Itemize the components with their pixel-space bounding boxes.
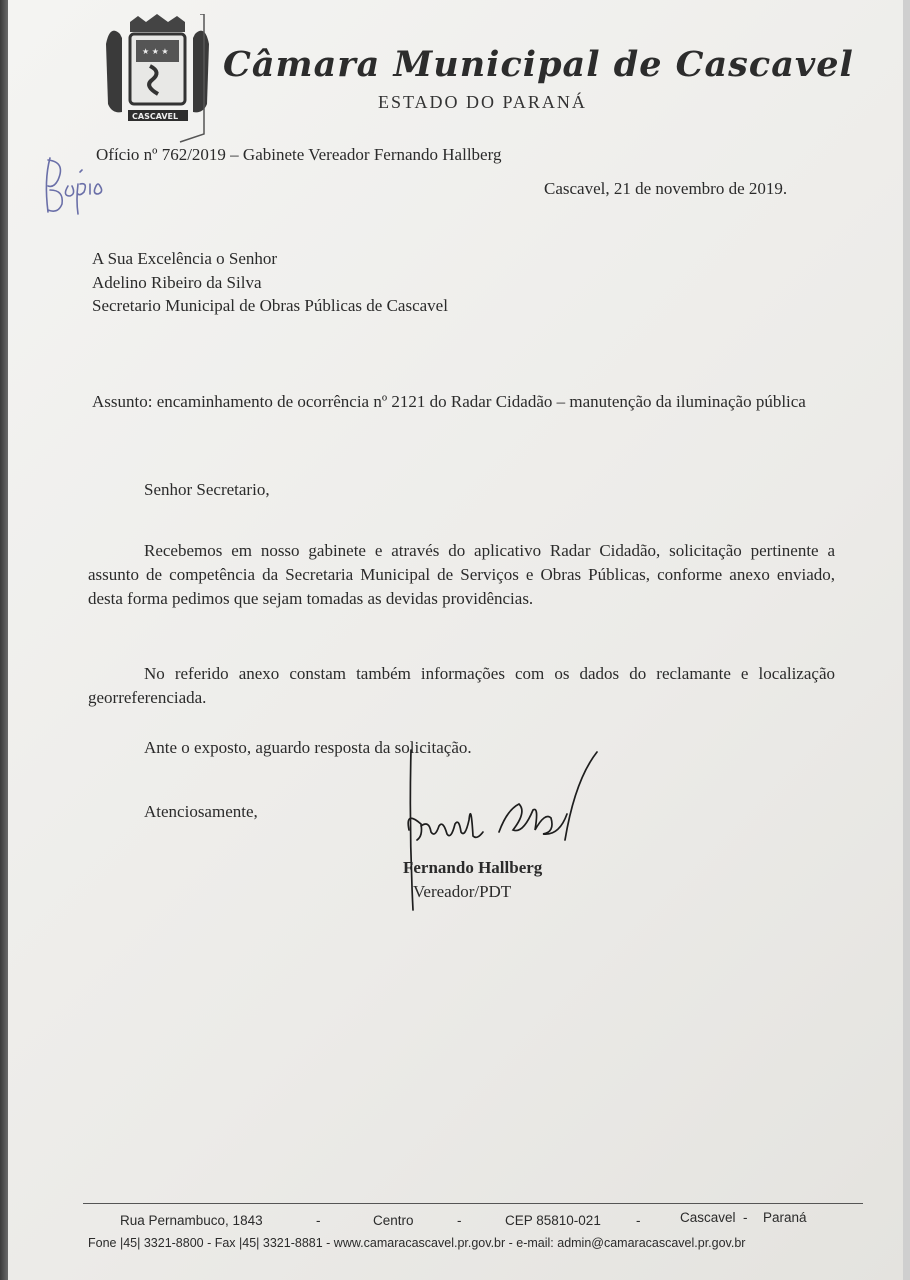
svg-text:CASCAVEL: CASCAVEL <box>132 112 179 121</box>
footer-contact: Fone |45| 3321-8800 - Fax |45| 3321-8881 - www.camaracascavel.pr.gov.br - e-mail: admin@camaracascavel.pr.gov.br <box>88 1236 746 1250</box>
body-paragraph-2: No referido anexo constam também informações com os dados do reclamante e localização georreferenciada. <box>88 664 835 707</box>
salutation: Senhor Secretario, <box>144 480 270 499</box>
signer-name: Fernando Hallberg <box>403 858 543 877</box>
footer-street: Rua Pernambuco, 1843 <box>120 1213 263 1228</box>
subject: Assunto: encaminhamento de ocorrência nº 2121 do Radar Cidadão – manutenção da iluminação pública <box>92 392 806 411</box>
footer-divider <box>83 1203 863 1204</box>
svg-text:Cópia: Cópia <box>36 150 39 151</box>
recipient-title: Secretario Municipal de Obras Públicas de Cascavel <box>92 296 448 315</box>
footer-district: Centro <box>373 1213 414 1228</box>
institution-title: Câmara Municipal de Cascavel <box>223 44 854 85</box>
recipient-name: Adelino Ribeiro da Silva <box>92 273 262 292</box>
body-paragraph-1: Recebemos em nosso gabinete e através do aplicativo Radar Cidadão, solicitação pertinente a assunto de competência da Secretaria Municipal de Serviços e Obras Públicas, conforme anexo enviado, desta forma pedimos que sejam tomadas as devidas providências. <box>88 541 835 608</box>
footer-cep: CEP 85810-021 <box>505 1213 601 1228</box>
signer-role: Vereador/PDT <box>413 882 512 901</box>
footer-city: Cascavel <box>680 1210 736 1225</box>
office-reference: Ofício nº 762/2019 – Gabinete Vereador Fernando Hallberg <box>96 145 502 164</box>
recipient-line-1: A Sua Excelência o Senhor <box>92 249 278 268</box>
letter-page <box>8 0 903 1280</box>
footer-separator-4: - <box>743 1210 748 1225</box>
footer-separator-1: - <box>316 1213 321 1228</box>
closing: Atenciosamente, <box>144 802 258 821</box>
footer-separator-2: - <box>457 1213 462 1228</box>
institution-subtitle: ESTADO DO PARANÁ <box>378 92 587 112</box>
body-paragraph-3: Ante o exposto, aguardo resposta da solicitação. <box>144 738 472 757</box>
svg-text:★ ★ ★: ★ ★ ★ <box>142 47 169 56</box>
footer-state: Paraná <box>763 1210 807 1225</box>
footer-separator-3: - <box>636 1213 641 1228</box>
background-edge <box>0 0 8 1280</box>
coat-of-arms-icon <box>100 14 215 144</box>
place-date: Cascavel, 21 de novembro de 2019. <box>544 179 788 198</box>
